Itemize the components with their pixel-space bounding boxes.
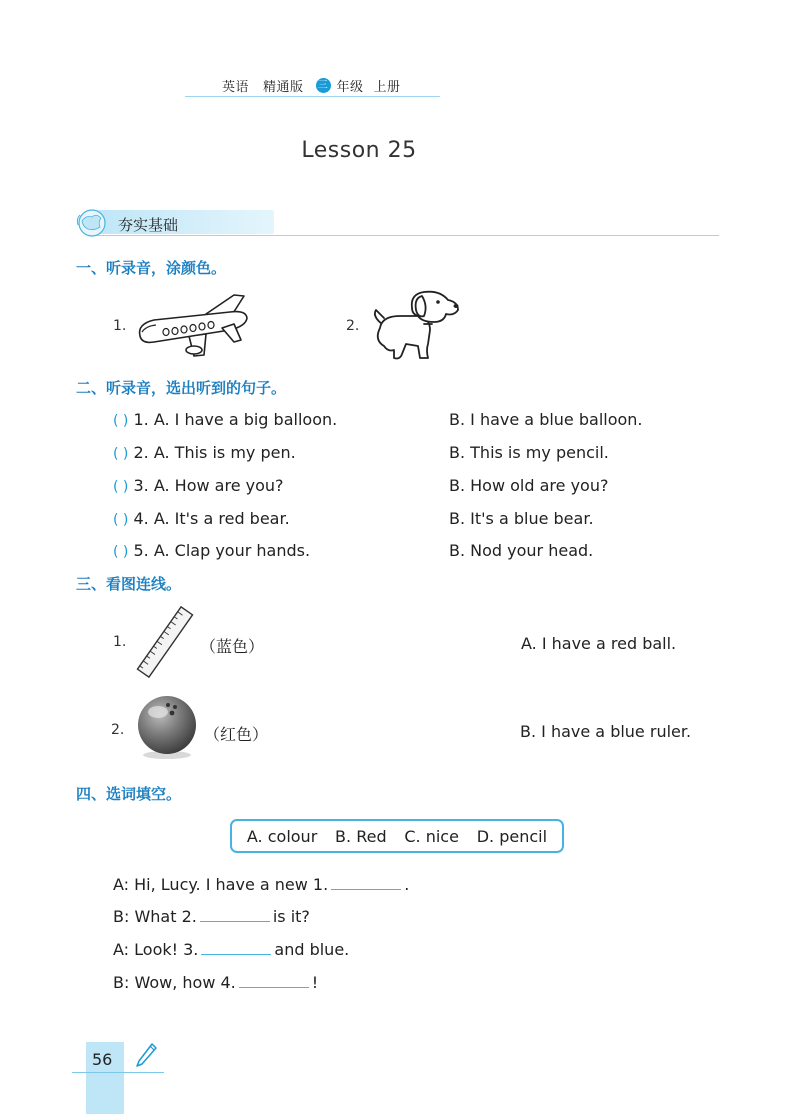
s2-row-num: 2. bbox=[133, 443, 149, 462]
s2-option-a: A. Clap your hands. bbox=[153, 541, 311, 560]
s2-row bbox=[113, 443, 296, 462]
dialog-text: and blue. bbox=[274, 940, 350, 959]
dialog-line bbox=[113, 973, 318, 992]
s2-row-num: 4. bbox=[133, 509, 149, 528]
s3-item2-color: （红色） bbox=[204, 725, 269, 744]
page-number: 56 bbox=[92, 1050, 113, 1069]
dialog-line bbox=[113, 907, 310, 926]
s3-item1-color: （蓝色） bbox=[200, 637, 265, 656]
dialog-text: A: Hi, Lucy. I have a new 1. bbox=[113, 875, 329, 894]
dialog-line bbox=[113, 875, 409, 894]
s1-item1-num: 1. bbox=[113, 318, 127, 334]
s2-option-b: B. This is my pencil. bbox=[449, 443, 609, 462]
dialog-text: is it? bbox=[272, 907, 310, 926]
section-banner bbox=[74, 207, 719, 237]
s2-row bbox=[113, 410, 337, 429]
s2-option-b: B. Nod your head. bbox=[449, 541, 594, 560]
header-grade: 年级 bbox=[336, 80, 364, 95]
s2-row bbox=[113, 541, 310, 560]
s2-row-num: 3. bbox=[133, 476, 149, 495]
word-option: A. colour bbox=[246, 826, 318, 846]
running-header bbox=[222, 76, 401, 95]
word-bank bbox=[230, 819, 564, 853]
dialog-text: . bbox=[404, 875, 410, 894]
s2-row-num: 5. bbox=[133, 541, 149, 560]
s2-row bbox=[113, 509, 290, 528]
answer-paren[interactable]: ( ) bbox=[113, 413, 129, 429]
answer-paren[interactable]: ( ) bbox=[113, 544, 129, 560]
dialog-line bbox=[113, 940, 349, 959]
ruler-icon bbox=[134, 604, 196, 680]
fill-blank[interactable] bbox=[239, 973, 309, 988]
section3-heading: 三、看图连线。 bbox=[76, 575, 182, 593]
dialog-text: B: What 2. bbox=[113, 907, 197, 926]
word-option: C. nice bbox=[404, 826, 459, 846]
answer-paren[interactable]: ( ) bbox=[113, 479, 129, 495]
word-option: B. Red bbox=[335, 826, 387, 846]
header-divider bbox=[185, 96, 440, 97]
s2-option-a: A. How are you? bbox=[153, 476, 284, 495]
fill-blank[interactable] bbox=[200, 907, 270, 922]
fill-blank[interactable] bbox=[331, 875, 401, 890]
section4-heading: 四、选词填空。 bbox=[76, 785, 182, 803]
s2-option-a: A. This is my pen. bbox=[153, 443, 296, 462]
footer-divider bbox=[72, 1072, 164, 1073]
header-volume: 上册 bbox=[373, 80, 401, 95]
s2-row-num: 1. bbox=[133, 410, 149, 429]
s3-option-a: A. I have a red ball. bbox=[521, 634, 677, 653]
s2-option-b: B. I have a blue balloon. bbox=[449, 410, 643, 429]
s2-option-b: B. It's a blue bear. bbox=[449, 509, 594, 528]
banner-line bbox=[96, 235, 719, 236]
fill-blank[interactable] bbox=[201, 940, 271, 955]
grade-badge: 三 bbox=[316, 78, 331, 93]
dialog-text: A: Look! 3. bbox=[113, 940, 199, 959]
s3-option-b: B. I have a blue ruler. bbox=[520, 722, 692, 741]
pencil-icon bbox=[134, 1042, 158, 1070]
header-subject: 英语 bbox=[222, 80, 250, 95]
s2-option-a: A. It's a red bear. bbox=[153, 509, 290, 528]
word-option: D. pencil bbox=[476, 826, 548, 846]
header-edition: 精通版 bbox=[263, 80, 304, 95]
s3-item2-num: 2. bbox=[111, 722, 125, 738]
answer-paren[interactable]: ( ) bbox=[113, 512, 129, 528]
dialog-text: B: Wow, how 4. bbox=[113, 973, 236, 992]
airplane-icon bbox=[134, 292, 250, 360]
dialog-text: ! bbox=[311, 973, 319, 992]
answer-paren[interactable]: ( ) bbox=[113, 446, 129, 462]
globe-icon bbox=[74, 207, 108, 239]
s2-option-b: B. How old are you? bbox=[449, 476, 609, 495]
banner-text: 夯实基础 bbox=[118, 216, 179, 234]
s1-item2-num: 2. bbox=[346, 318, 360, 334]
section2-heading: 二、听录音，选出听到的句子。 bbox=[76, 379, 287, 397]
lesson-title: Lesson 25 bbox=[301, 138, 417, 163]
s3-item1-num: 1. bbox=[113, 634, 127, 650]
section1-heading: 一、听录音，涂颜色。 bbox=[76, 259, 227, 277]
ball-icon bbox=[132, 693, 202, 761]
s2-option-a: A. I have a big balloon. bbox=[153, 410, 338, 429]
s2-row bbox=[113, 476, 284, 495]
dog-icon bbox=[366, 288, 462, 362]
